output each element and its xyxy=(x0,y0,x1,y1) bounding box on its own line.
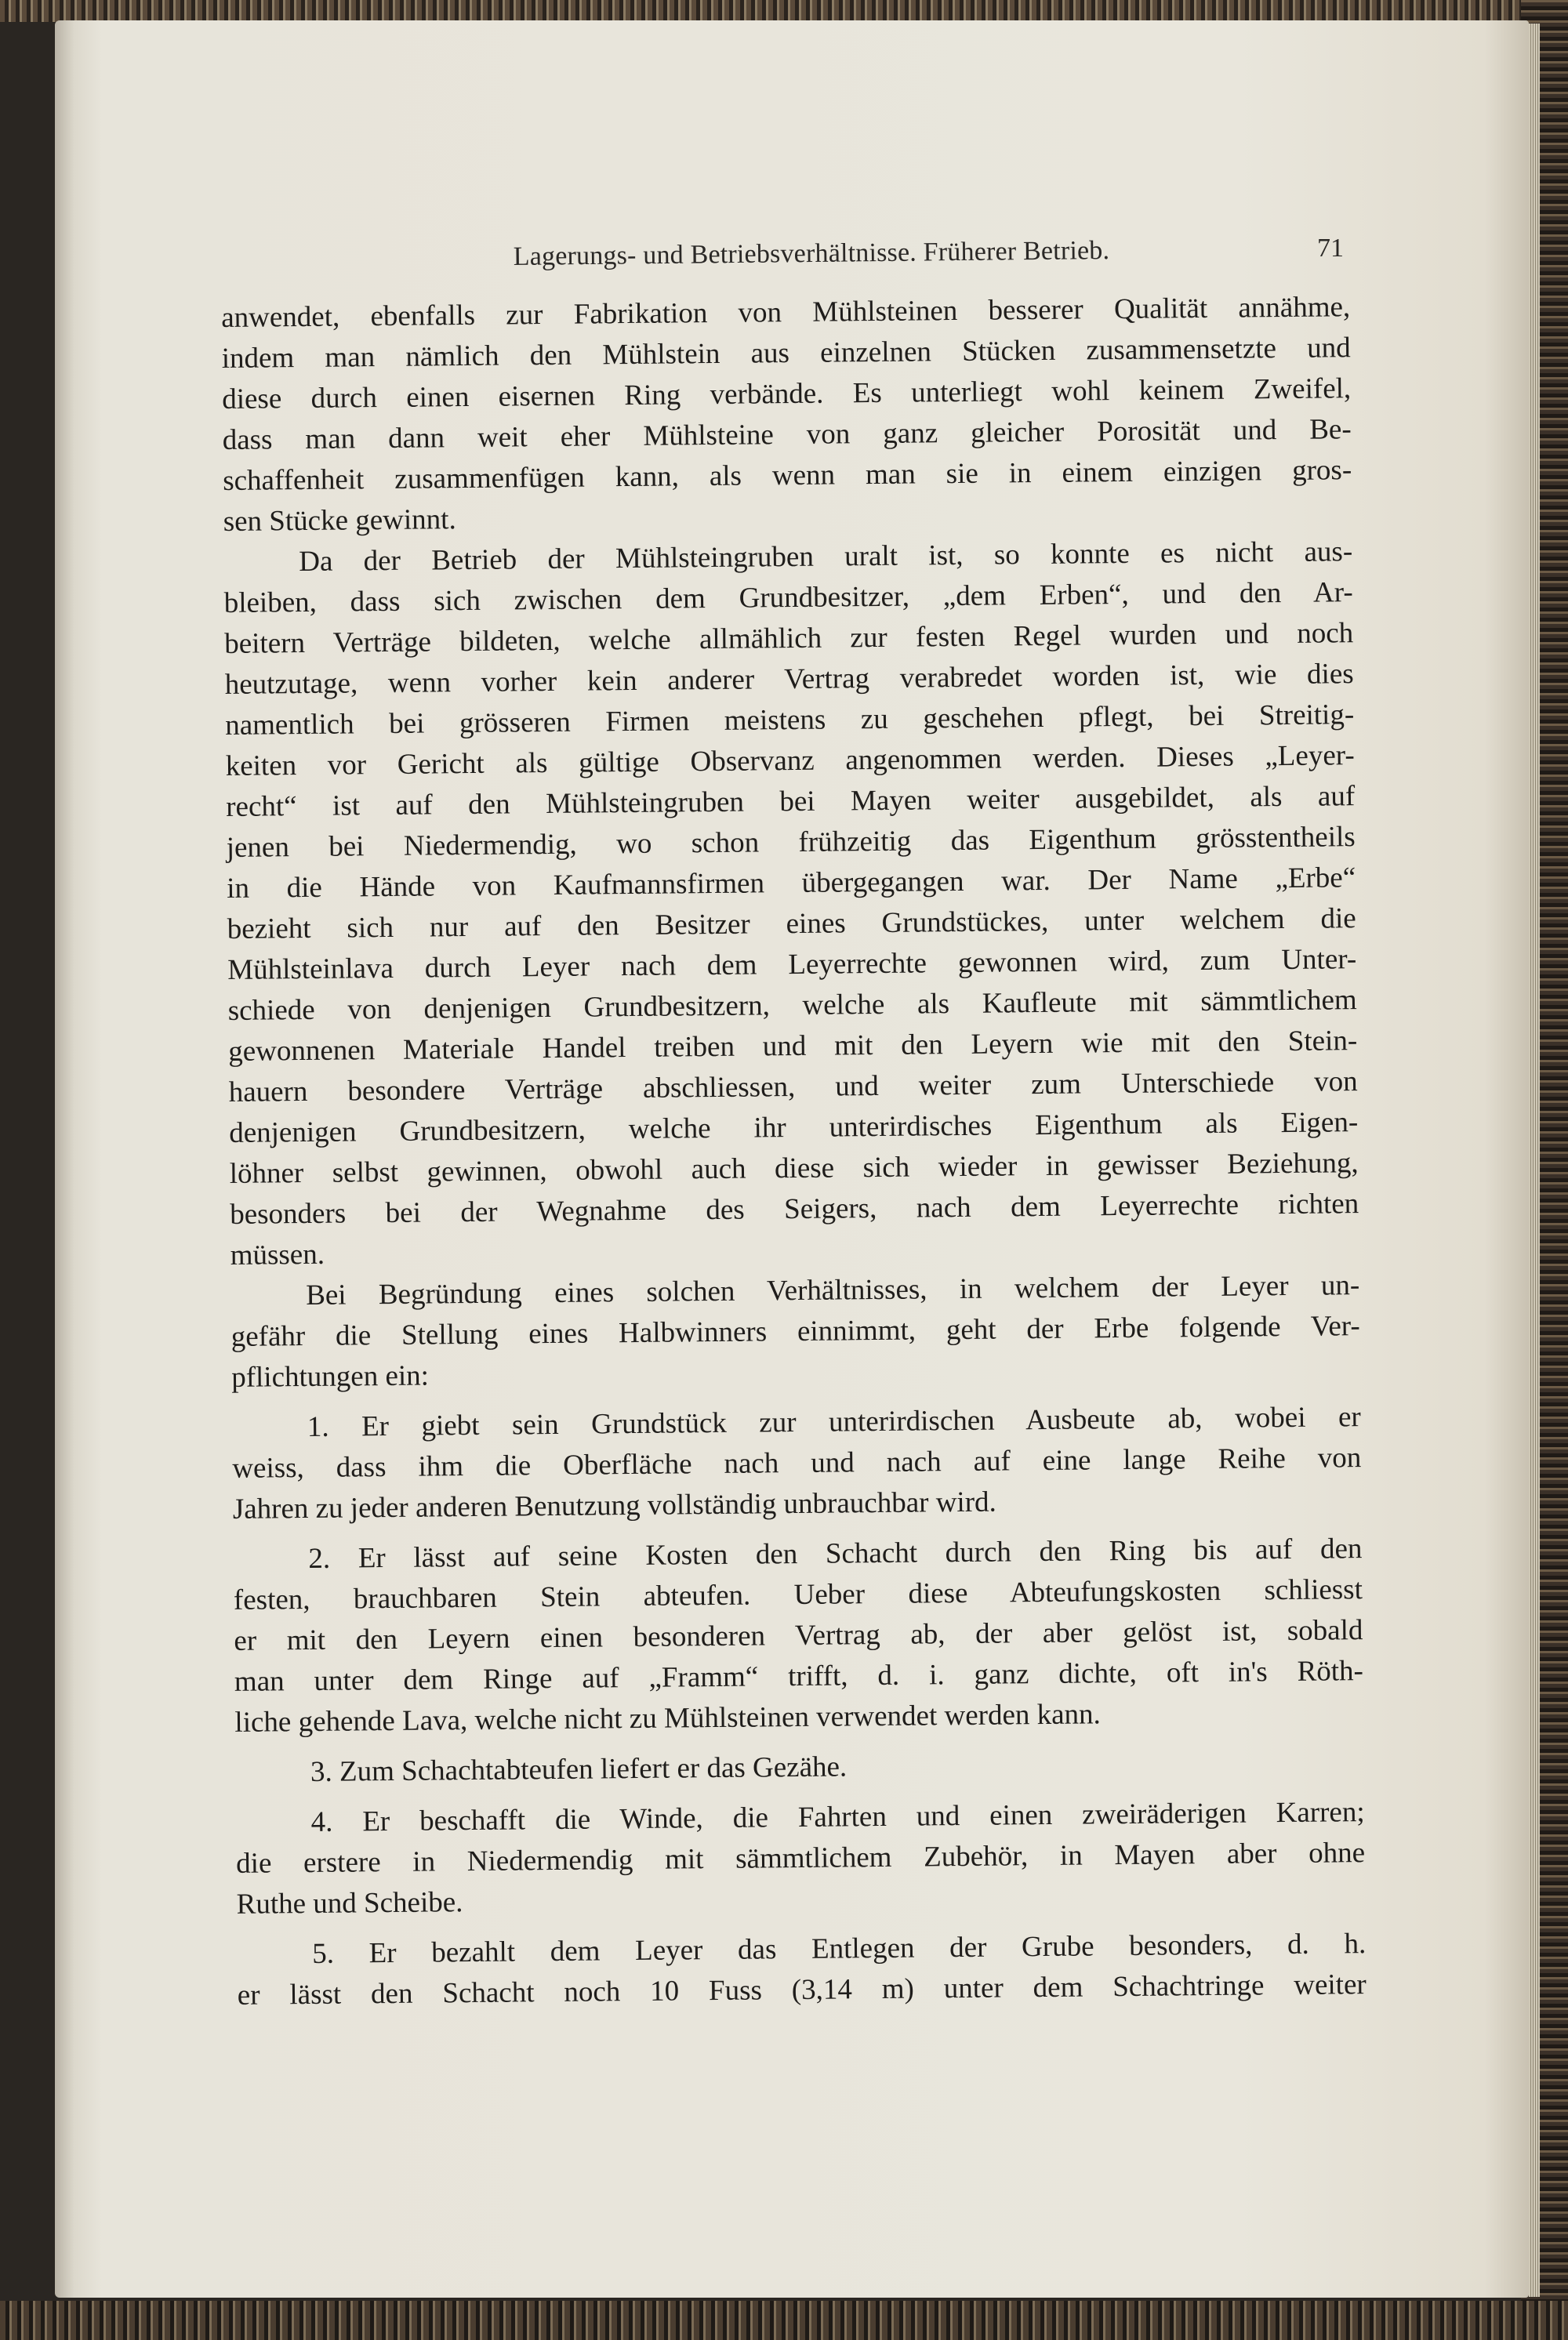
text-line: müssen. xyxy=(230,1238,325,1272)
page-number: 71 xyxy=(1317,234,1344,263)
text-line: jenen bei Niedermendig, wo schon frühzeitig das Eigenthum grösstentheils xyxy=(226,821,1356,864)
text-line: Bei Begründung eines solchen Verhältnisses, in welchem der Leyer un- xyxy=(306,1269,1360,1312)
text-line: schaffenheit zusammenfügen kann, als wenn man sie in einem einzigen gros- xyxy=(223,454,1352,497)
paragraph xyxy=(221,287,1352,542)
text-line: keiten vor Gericht als gültige Observanz angenommen werden. Dieses „Leyer- xyxy=(225,739,1355,782)
paragraph xyxy=(233,1529,1363,1743)
page-stack-edge xyxy=(1529,24,1540,2297)
text-line: indem man nämlich den Mühlstein aus einzelnen Stücken zusammensetzte und xyxy=(221,332,1351,375)
text-line: weiss, dass ihm die Oberfläche nach und nach auf eine lange Reihe von xyxy=(232,1442,1362,1485)
text-line: denjenigen Grundbesitzern, welche ihr unterirdisches Eigenthum als Eigen- xyxy=(229,1106,1359,1149)
text-line: 1. Er giebt sein Grundstück zur unterirdischen Ausbeute ab, wobei er xyxy=(307,1401,1361,1444)
text-line: hauern besondere Verträge abschliessen, und weiter zum Unterschiede von xyxy=(228,1065,1358,1108)
text-line: pflichtungen ein: xyxy=(231,1359,430,1394)
text-line: er lässt den Schacht noch 10 Fuss (3,14 m) unter dem Schachtringe weiter xyxy=(237,1968,1367,2012)
text-line: gefähr die Stellung eines Halbwinners einnimmt, geht der Erbe folgende Ver- xyxy=(230,1310,1360,1353)
text-line: 4. Er beschafft die Winde, die Fahrten und einen zweiräderigen Karren; xyxy=(310,1796,1365,1838)
text-line: man unter dem Ringe auf „Framm“ trifft, d. i. ganz dichte, oft in's Röth- xyxy=(234,1655,1364,1698)
text-line: 3. Zum Schachtabteufen liefert er das Gezähe. xyxy=(310,1750,848,1788)
text-line: festen, brauchbaren Stein abteufen. Ueber diese Abteufungskosten schliesst xyxy=(233,1573,1363,1616)
text-line: bleiben, dass sich zwischen dem Grundbesitzer, „dem Erben“, und den Ar- xyxy=(223,576,1353,619)
text-line: löhner selbst gewinnen, obwohl auch diese sich wieder in gewisser Beziehung, xyxy=(229,1147,1359,1190)
paragraph xyxy=(223,531,1359,1276)
text-line: dass man dann weit eher Mühlsteine von ganz gleicher Porosität und Be- xyxy=(222,413,1352,456)
text-line: die erstere in Niedermendig mit sämmtlichem Zubehör, in Mayen aber ohne xyxy=(235,1837,1366,1880)
text-line: liche gehende Lava, welche nicht zu Mühlsteinen verwendet werden kann. xyxy=(234,1698,1102,1739)
text-line: 5. Er bezahlt dem Leyer das Entlegen der Grube besonders, d. h. xyxy=(312,1928,1367,1970)
text-line: Jahren zu jeder anderen Benutzung vollständig unbrauchbar wird. xyxy=(232,1486,996,1526)
body-text xyxy=(221,287,1367,2016)
text-line: Da der Betrieb der Mühlsteingruben uralt ist, so konnte es nicht aus- xyxy=(299,535,1353,579)
text-line: heutzutage, wenn vorher kein anderer Vertrag verabredet worden ist, wie dies xyxy=(224,658,1354,701)
text-line: sen Stücke gewinnt. xyxy=(223,503,456,538)
book-bottom-edge xyxy=(0,2301,1568,2340)
paragraph xyxy=(232,1397,1362,1530)
text-line: schiede von denjenigen Grundbesitzern, welche als Kaufleute mit sämmtlichem xyxy=(227,984,1357,1027)
paragraph xyxy=(235,1792,1365,1925)
book-top-edge xyxy=(0,0,1568,22)
text-line: recht“ ist auf den Mühlsteingruben bei Mayen weiter ausgebildet, als auf xyxy=(226,780,1356,823)
running-head: Lagerungs- und Betriebsverhältnisse. Früherer Betrieb. xyxy=(513,236,1110,271)
paragraph xyxy=(237,1924,1367,2016)
text-line: in die Hände von Kaufmannsfirmen übergegangen war. Der Name „Erbe“ xyxy=(227,862,1356,905)
text-line: 2. Er lässt auf seine Kosten den Schacht durch den Ring bis auf den xyxy=(308,1533,1363,1576)
text-line: bezieht sich nur auf den Besitzer eines Grundstückes, unter welchem die xyxy=(227,902,1356,945)
text-line: Mühlsteinlava durch Leyer nach dem Leyerrechte gewonnen wird, zum Unter- xyxy=(227,943,1357,986)
paragraph xyxy=(230,1265,1360,1399)
text-line: besonders bei der Wegnahme des Seigers, nach dem Leyerrechte richten xyxy=(230,1188,1359,1231)
text-line: namentlich bei grösseren Firmen meistens zu geschehen pflegt, bei Streitig- xyxy=(225,698,1355,742)
text-line: anwendet, ebenfalls zur Fabrikation von Mühlsteinen besserer Qualität annähme, xyxy=(221,291,1351,334)
text-line: Ruthe und Scheibe. xyxy=(236,1886,463,1921)
text-line: er mit den Leyern einen besonderen Vertrag ab, der aber gelöst ist, sobald xyxy=(234,1614,1363,1657)
text-line: beitern Verträge bildeten, welche allmählich zur festen Regel wurden und noch xyxy=(224,617,1354,660)
text-line: gewonnenen Materiale Handel treiben und mit den Leyern wie mit den Stein- xyxy=(228,1025,1358,1068)
text-line: diese durch einen eisernen Ring verbände. Es unterliegt wohl keinem Zweifel, xyxy=(222,372,1352,415)
